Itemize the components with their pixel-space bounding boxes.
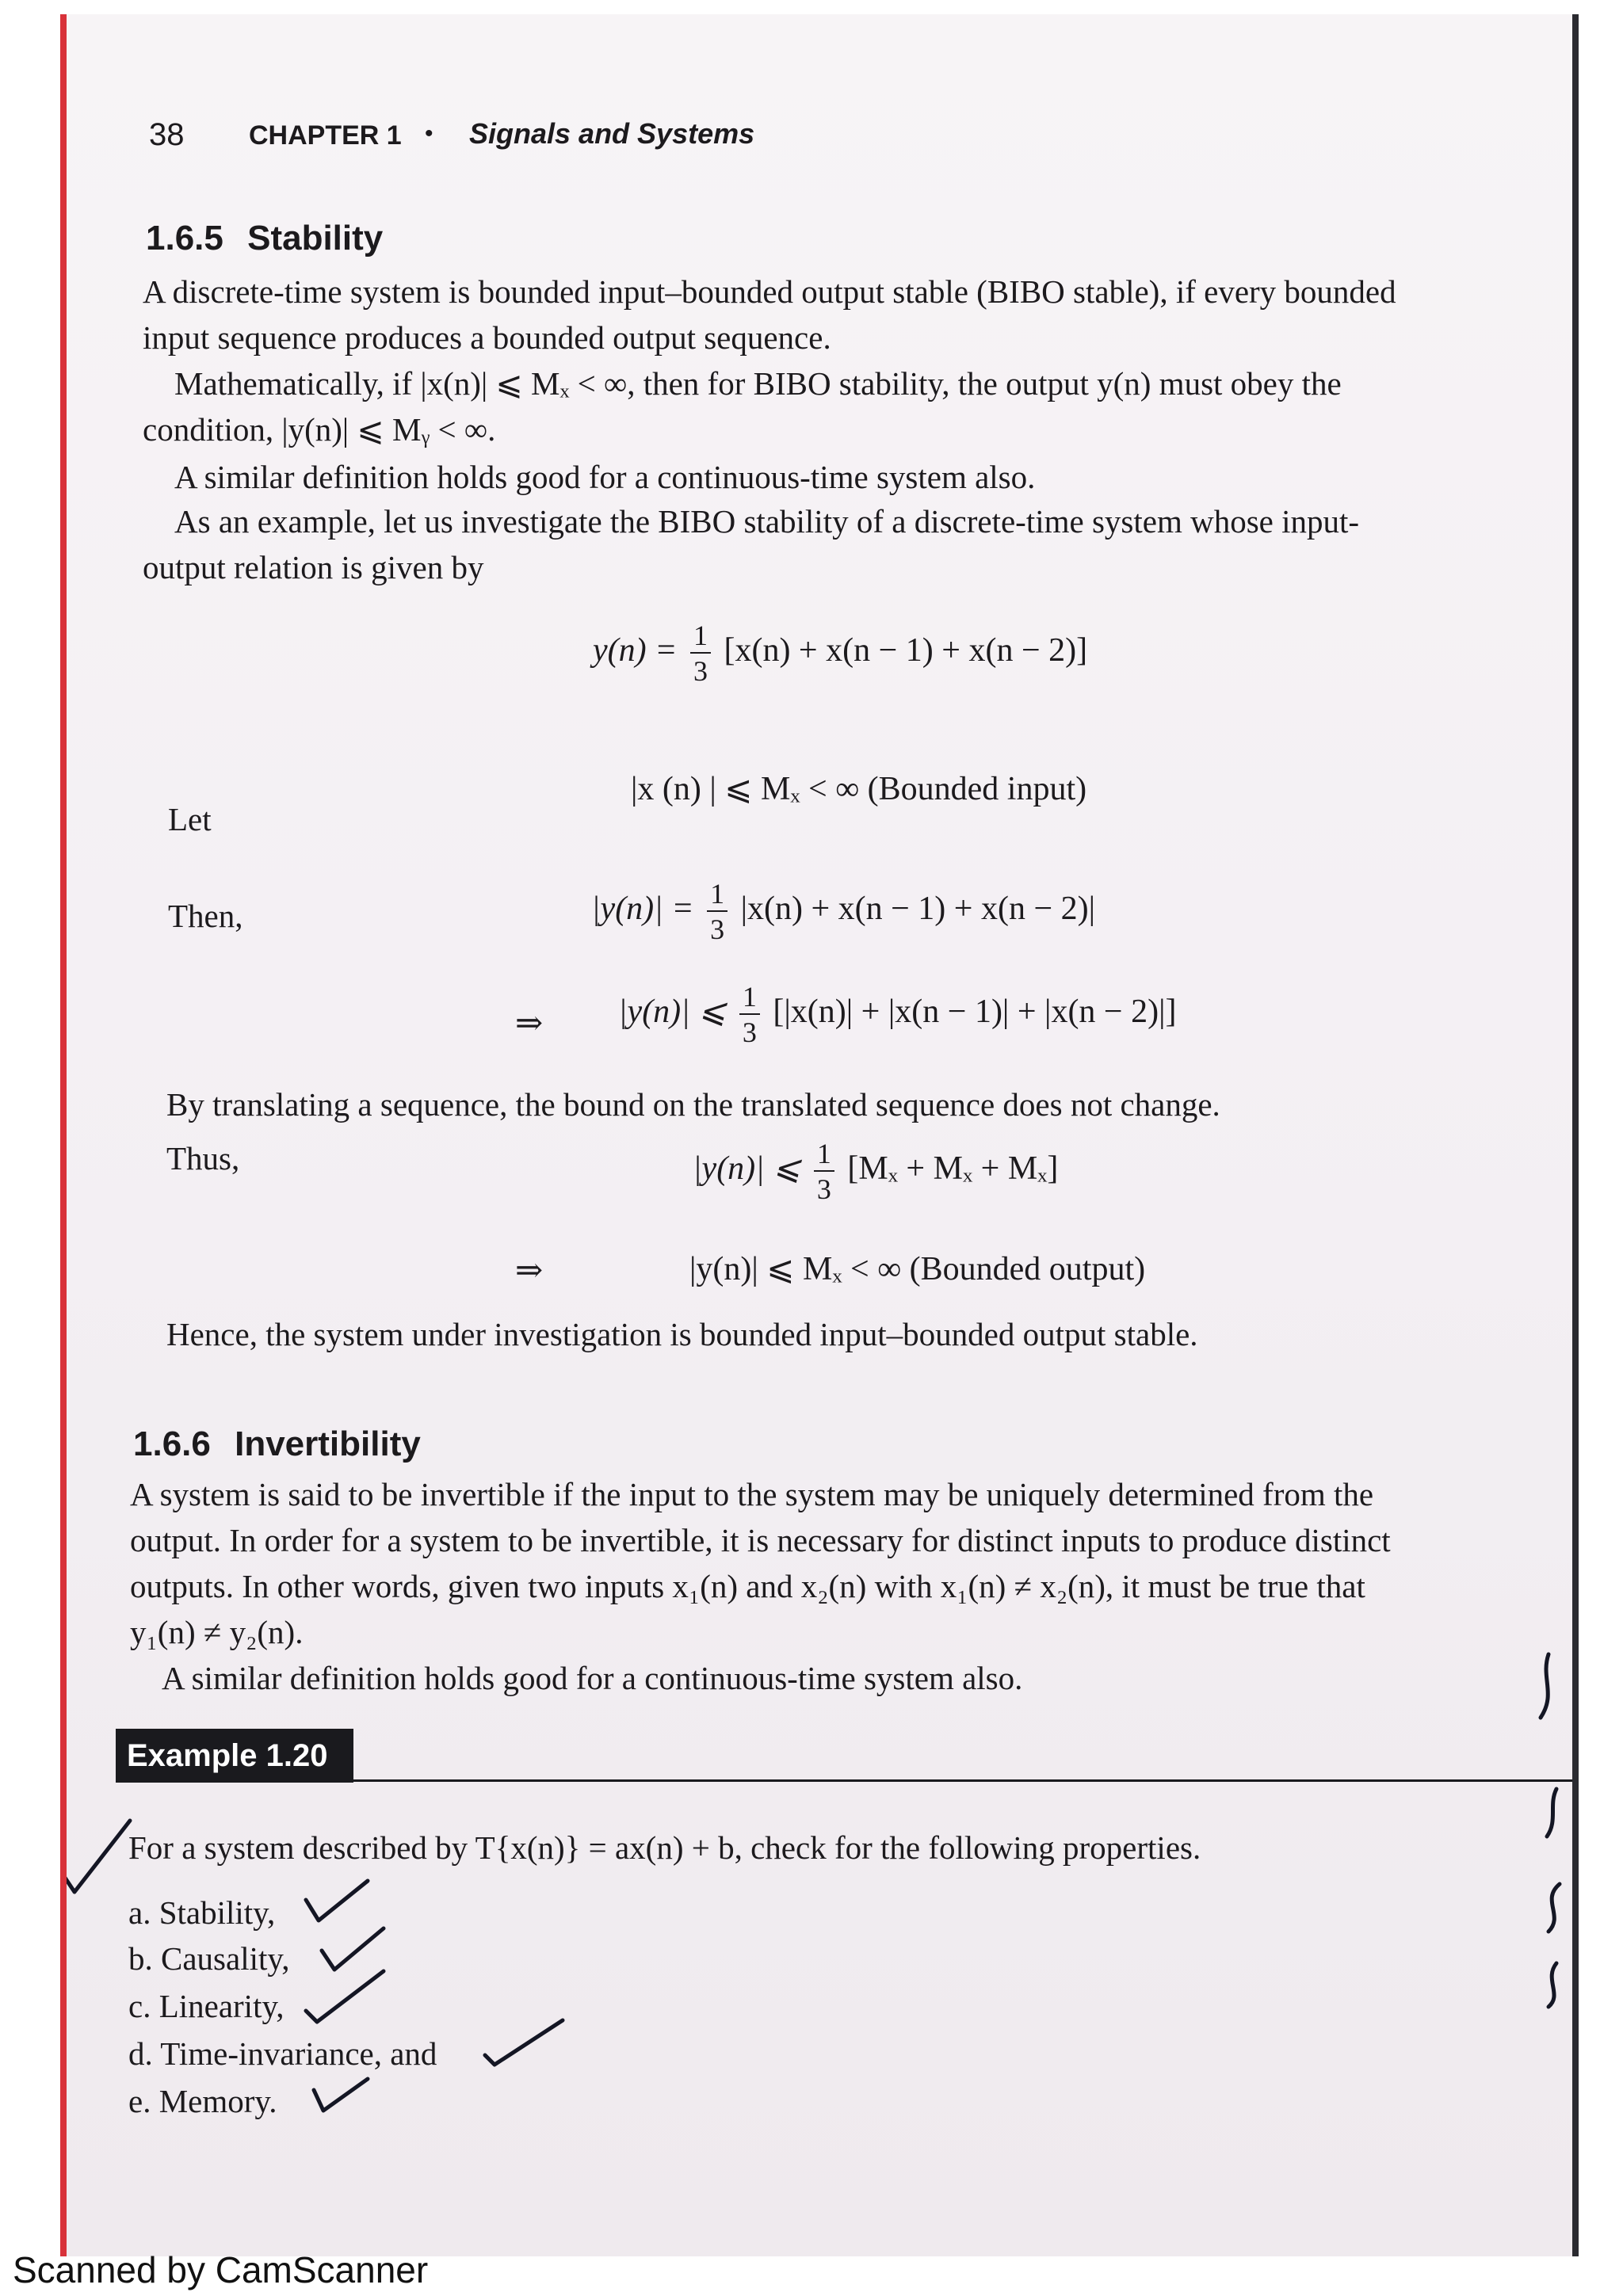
paragraph: As an example, let us investigate the BIBO stability of a discrete-time system whose input- [174,503,1360,540]
handwritten-check-icon [67,1813,138,1900]
paragraph: output. In order for a system to be invertible, it is necessary for distinct inputs to produce distinct [130,1522,1391,1558]
chapter-title: Signals and Systems [469,117,755,150]
example-label: Example 1.20 [116,1729,353,1783]
paragraph: A system is said to be invertible if the input to the system may be uniquely determined from the [130,1476,1374,1512]
paragraph: A discrete-time system is bounded input–bounded output stable (BIBO stable), if every bounded [143,273,1396,310]
property-item: e. Memory. [128,2083,277,2119]
paragraph: input sequence produces a bounded output sequence. [143,319,831,356]
chapter-label: CHAPTER 1 [249,120,402,151]
section-number: 1.6.6 [133,1425,211,1463]
example-intro: For a system described by T{x(n)} = ax(n) + b, check for the following properties. [128,1829,1201,1866]
equation-abs-output: |y(n)| = $\frac{1}{3}$ |x(n) + x(n − 1) + x(n − 2)| [591,878,1096,945]
handwritten-check-icon [301,1966,388,2030]
handwritten-check-icon [480,2014,567,2077]
section-title: Stability [247,219,384,257]
book-page [67,14,1572,2256]
then-label: Then, [168,898,243,934]
equation-bounded-output: |y(n)| ⩽ Mₓ < ∞ (Bounded output) [689,1251,1146,1287]
paragraph: y₁(n) ≠ y₂(n). [130,1614,304,1650]
paragraph: By translating a sequence, the bound on the translated sequence does not change. [166,1086,1220,1123]
section-title: Invertibility [235,1425,421,1463]
implies-symbol: ⇒ [515,1253,544,1289]
section-number: 1.6.5 [146,219,223,257]
thus-label: Thus, [166,1140,240,1177]
property-item: c. Linearity, [128,1988,285,2024]
equation-io-relation: y(n) = $\frac{1}{3}$ [x(n) + x(n − 1) + x(n − 2)] [593,620,1088,687]
margin-pen-mark [1525,1646,1572,2011]
scanner-watermark: Scanned by CamScanner [13,2249,429,2290]
paragraph: A similar definition holds good for a continuous-time system also. [162,1660,1023,1696]
header-separator: • [425,120,433,147]
section-heading-stability [146,219,383,258]
paragraph: outputs. In other words, given two inputs x₁(n) and x₂(n) with x₁(n) ≠ x₂(n), it must be true that [130,1568,1365,1604]
example-rule [116,1779,1572,1782]
page-number: 38 [149,117,185,152]
property-item: b. Causality, [128,1940,290,1977]
paragraph: Mathematically, if |x(n)| ⩽ Mₓ < ∞, then for BIBO stability, the output y(n) must obey the [174,365,1342,402]
paragraph: output relation is given by [143,549,484,585]
property-item: d. Time-invariance, and [128,2035,437,2072]
equation-bounded-input: |x (n) | ⩽ Mₓ < ∞ (Bounded input) [631,771,1087,807]
implies-symbol: ⇒ [515,1005,544,1042]
equation-bound-sum: |y(n)| ⩽ $\frac{1}{3}$ [Mₓ + Mₓ + Mₓ] [693,1138,1059,1205]
property-item: a. Stability, [128,1894,276,1931]
let-label: Let [168,801,212,837]
paragraph: A similar definition holds good for a continuous-time system also. [174,459,1036,495]
handwritten-check-icon [309,2071,372,2119]
paragraph: condition, |y(n)| ⩽ Mᵧ < ∞. [143,411,496,448]
section-heading-invertibility [133,1425,421,1464]
equation-triangle-inequality: |y(n)| ⩽ $\frac{1}{3}$ [|x(n)| + |x(n − 1)| + |x(n − 2)|] [618,981,1177,1048]
paragraph: Hence, the system under investigation is bounded input–bounded output stable. [166,1316,1198,1352]
